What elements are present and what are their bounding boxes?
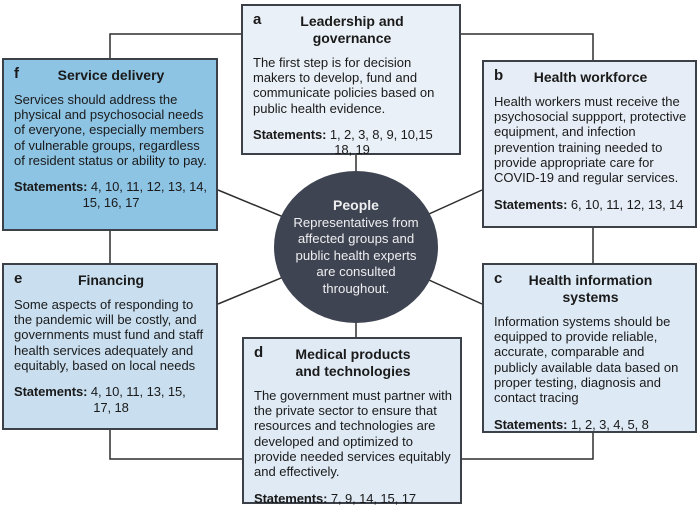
box-service-delivery — [2, 58, 218, 231]
statements-values: 4, 10, 11, 13, 15, — [90, 384, 186, 400]
statements-line2: 15, 16, 17 — [82, 194, 140, 210]
statements-label: Statements: — [14, 384, 88, 400]
statements-line1 — [253, 127, 451, 142]
statements-values: 4, 10, 11, 12, 13, 14, — [90, 179, 207, 195]
box-letter: c — [494, 270, 503, 287]
box-title: Financing — [77, 272, 145, 288]
box-statements — [254, 491, 452, 506]
box-leadership-and-governance — [241, 4, 461, 158]
statements-label: Statements: — [14, 179, 88, 195]
box-health-information-systems — [482, 263, 697, 433]
circle-title: People — [333, 197, 379, 213]
box-statements — [494, 197, 687, 212]
box-financing — [2, 263, 218, 430]
box-statements — [494, 417, 687, 432]
statements-line2: 17, 18 — [93, 399, 129, 415]
box-title: Health workforce — [533, 69, 648, 85]
statements-values: 1, 2, 3, 4, 5, 8 — [570, 416, 649, 432]
box-body: The first step is for decision makers to develop, fund and communicate policies based on public health evidence. — [253, 54, 435, 116]
box-statements — [14, 179, 208, 210]
statements-values: 7, 9, 14, 15, 17 — [330, 490, 416, 506]
box-letter: a — [253, 11, 262, 28]
statements-line1 — [494, 417, 687, 432]
statements-label: Statements: — [494, 416, 568, 432]
box-body: Some aspects of responding to the pandemic will be costly, and governments must fund and staff health services adequately and equitably, based on local needs — [14, 296, 204, 374]
box-statements — [14, 384, 208, 415]
statements-values: 6, 10, 11, 12, 13, 14 — [570, 196, 684, 212]
box-letter: e — [14, 270, 23, 287]
box-body: Information systems should be equipped to provide reliable, accurate, comparable and publicly available data based on proper testing, diagnosis and contact tracing — [494, 313, 679, 406]
statements-line1 — [254, 491, 452, 506]
box-statements — [253, 127, 451, 158]
box-letter: d — [254, 344, 264, 361]
circle-body: Representatives from affected groups and public health experts are consulted throughout. — [293, 214, 419, 296]
box-health-workforce — [482, 60, 697, 228]
statements-values: 1, 2, 3, 8, 9, 10,15 — [329, 126, 433, 142]
box-letter: b — [494, 67, 504, 84]
box-letter: f — [14, 65, 19, 82]
statements-line1 — [14, 179, 208, 194]
box-title: Medical products and technologies — [295, 346, 411, 379]
statements-line2: 18, 19 — [334, 142, 370, 158]
statements-line1 — [14, 384, 208, 399]
box-body: Services should address the physical and psychosocial needs of everyone, especially members of vulnerable groups, regardless of resident status or ability to pay. — [14, 91, 207, 169]
box-title: Health information systems — [528, 272, 653, 305]
statements-label: Statements: — [494, 196, 568, 212]
box-body: Health workers must receive the psychosocial suppport, protective equipment, and infection prevention training needed to provide appropriate care for COVID-19 and regular services. — [494, 93, 687, 186]
statements-label: Statements: — [254, 490, 328, 506]
statements-line1 — [494, 197, 687, 212]
box-medical-products-and-technologies — [242, 337, 462, 504]
box-title: Leadership and governance — [300, 13, 404, 46]
box-body: The government must partner with the private sector to ensure that resources and technologies are developed and optimized to provide needed services equitably and effectively. — [254, 387, 452, 480]
people-circle — [274, 171, 438, 323]
box-title: Service delivery — [57, 67, 165, 83]
statements-label: Statements: — [253, 126, 327, 142]
